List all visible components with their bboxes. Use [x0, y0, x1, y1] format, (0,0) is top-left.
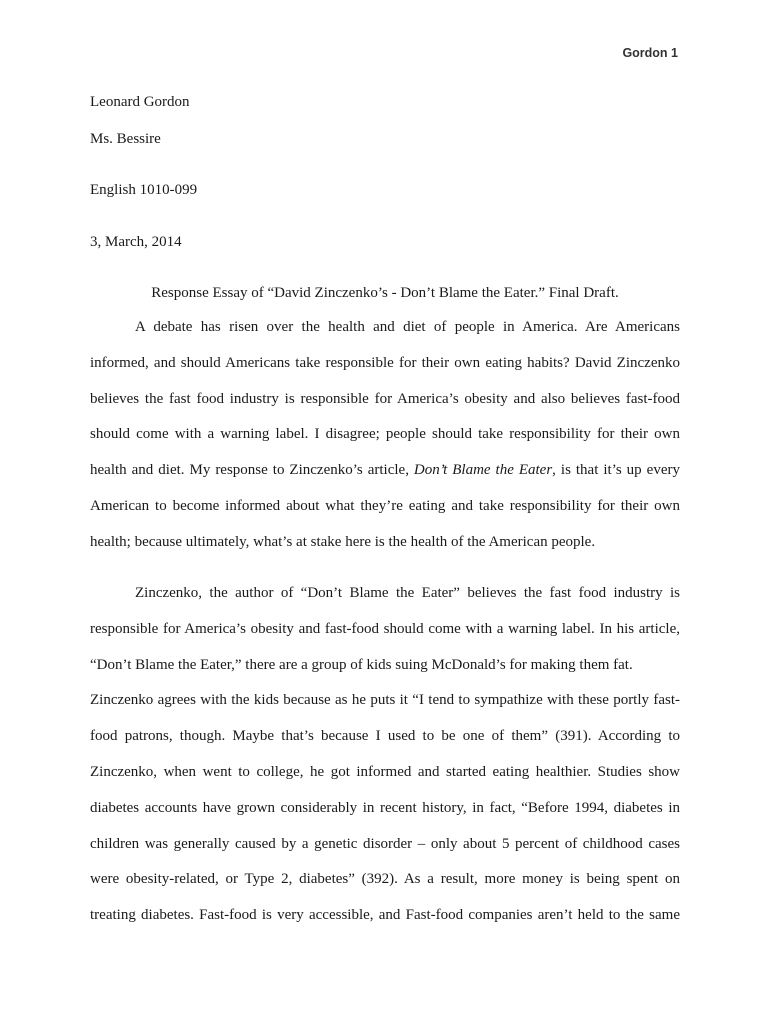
paragraph-line: health; because ultimately, what’s at stake here is the health of the American people. — [90, 533, 596, 550]
paragraph-line: A debate has risen over the health and diet of people in America. Are Americans — [135, 319, 680, 335]
line-text: health and diet. My response to Zinczenko’s article, — [90, 462, 414, 479]
essay-title: Response Essay of “David Zinczenko’s - Don’t Blame the Eater.” Final Draft. — [151, 285, 619, 301]
paragraph-line: informed, and should Americans take responsible for their own eating habits? David Zinczenko — [90, 354, 680, 371]
instructor-name: Ms. Bessire — [90, 131, 161, 147]
course-name: English 1010-099 — [90, 182, 198, 198]
paragraph-line: Zinczenko agrees with the kids because as he puts it “I tend to sympathize with these portly fast- — [90, 692, 680, 709]
line-text: , is that it’s up every — [552, 462, 680, 479]
student-name: Leonard Gordon — [90, 94, 190, 110]
paragraph-line: food patrons, though. Maybe that’s because I used to be one of them” (391). According to — [90, 728, 680, 745]
paragraph-line: responsible for America’s obesity and fast-food should come with a warning label. In his article, — [90, 620, 680, 637]
paragraph-line — [90, 453, 680, 489]
paragraph-line: American to become informed about what they’re eating and take responsibility for their own — [90, 497, 680, 514]
paragraph-line: diabetes accounts have grown considerably in recent history, in fact, “Before 1994, diabetes in — [90, 799, 680, 816]
paragraph-1 — [90, 310, 680, 561]
paragraph-line: were obesity-related, or Type 2, diabetes” (392). As a result, more money is being spent on — [90, 871, 680, 888]
paragraph-2 — [90, 576, 680, 934]
essay-date: 3, March, 2014 — [90, 234, 182, 250]
paragraph-line: should come with a warning label. I disagree; people should take responsibility for their own — [90, 426, 680, 443]
paragraph-line: believes the fast food industry is responsible for America’s obesity and also believes fast-food — [90, 390, 680, 407]
paragraph-line: “Don’t Blame the Eater,” there are a group of kids suing McDonald’s for making them fat. — [90, 656, 633, 673]
paragraph-line: treating diabetes. Fast-food is very accessible, and Fast-food companies aren’t held to the same — [90, 907, 680, 924]
paragraph-line: children was generally caused by a genetic disorder – only about 5 percent of childhood cases — [90, 835, 680, 852]
paragraph-line: Zinczenko, when went to college, he got informed and started eating healthier. Studies show — [90, 763, 680, 780]
article-title-italic: Don’t Blame the Eater — [413, 462, 553, 479]
paragraph-line: Zinczenko, the author of “Don’t Blame the Eater” believes the fast food industry is — [135, 585, 680, 601]
running-head: Gordon 1 — [622, 46, 678, 60]
